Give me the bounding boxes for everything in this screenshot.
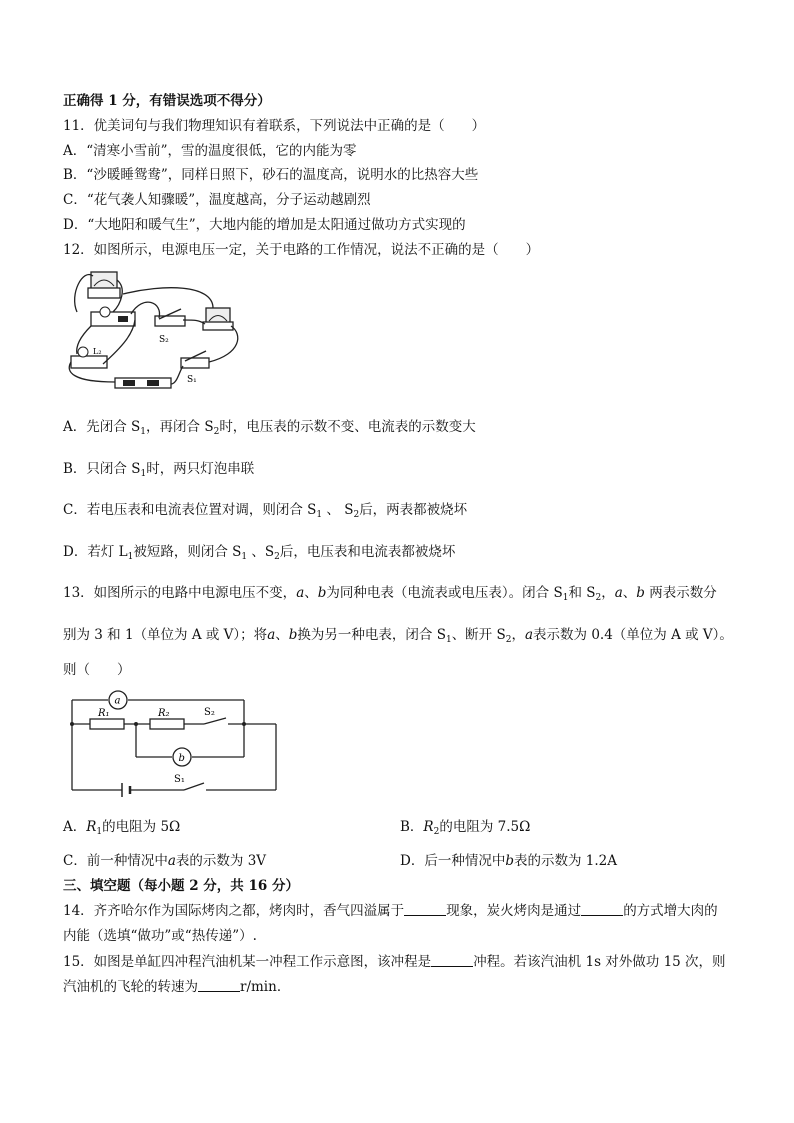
q12-option-d: D．若灯 $L_1$被短路，则闭合 $S_1$ 、$S_2$后，电压表和电流表都被烧坏 (63, 544, 456, 562)
answer-blank[interactable] (431, 954, 473, 967)
q15-line1: 15．如图是单缸四冲程汽油机某一冲程工作示意图，该冲程是 冲程。若该汽油机 1s 对外做功 15 次，则 (63, 954, 726, 970)
q11-stem: 11．优美词句与我们物理知识有着联系，下列说法中正确的是（ ） (63, 118, 486, 134)
q12-option-c: C．若电压表和电流表位置对调，则闭合 $S_1$ 、 $S_2$后，两表都被烧坏 (63, 502, 468, 520)
q13-label-s1: S₁ (174, 774, 185, 785)
q13-label-s2: S₂ (204, 707, 215, 718)
q12-circuit-figure (63, 264, 245, 398)
q13-option-d: D．后一种情况中b表的示数为 1.2A (400, 853, 617, 869)
q15-line2: 汽油机的飞轮的转速为 r/min． (63, 979, 291, 995)
q13-circuit-figure (66, 686, 282, 798)
section-3-heading: 三、填空题（每小题 2 分，共 16 分） (63, 878, 299, 894)
q13-label-r1: R₁ (98, 708, 110, 719)
q13-option-c: C．前一种情况中a表的示数为 3V (63, 853, 267, 869)
answer-blank[interactable] (404, 903, 446, 916)
svg-text:b: b (178, 753, 185, 764)
q12-option-b: B．只闭合 $S_1$时，两只灯泡串联 (63, 461, 255, 479)
q12-label-l2: L₂ (93, 347, 102, 356)
q11-option-b: B．“沙暖睡鸳鸯”，同样日照下，砂石的温度高，说明水的比热容大些 (63, 167, 479, 183)
q11-option-a: A．“清寒小雪前”，雪的温度很低，它的内能为零 (63, 143, 357, 159)
q13-stem-line3: 则（ ） (63, 662, 131, 678)
svg-text:a: a (114, 695, 121, 707)
section-note: 正确得 1 分，有错误选项不得分） (63, 93, 271, 109)
q13-label-r2: R₂ (158, 708, 170, 719)
q13-stem-line2: 别为 3 和 1（单位为 A 或 V）；将a、b换为另一种电表，闭合 $S_1$、断开 $S_2$，a表示数为 0.4（单位为 A 或 V）。 (63, 627, 733, 645)
answer-blank[interactable] (198, 979, 240, 992)
q12-label-s2: S₂ (159, 335, 169, 345)
q14-line2: 内能（选填“做功”或“热传递”）. (63, 928, 257, 944)
q12-label-s1: S₁ (187, 375, 197, 385)
answer-blank[interactable] (581, 903, 623, 916)
q11-option-d: D．“大地阳和暖气生”，大地内能的增加是太阳通过做功方式实现的 (63, 217, 466, 233)
q13-option-b: B．$R_2$的电阻为 7.5Ω (400, 819, 531, 837)
q13-stem-line1: 13．如图所示的电路中电源电压不变，a、b为同种电表（电流表或电压表）。闭合 $S_1$和 $S_2$，a、b 两表示数分 (63, 585, 717, 603)
q14-line1: 14．齐齐哈尔作为国际烤肉之都，烤肉时，香气四溢属于 现象，炭火烤肉是通过 的方式增大肉的 (63, 903, 718, 919)
q12-stem: 12．如图所示，电源电压一定，关于电路的工作情况，说法不正确的是（ ） (63, 242, 540, 258)
q11-option-c: C．“花气袭人知骤暖”，温度越高，分子运动越剧烈 (63, 192, 371, 208)
q12-option-a: A．先闭合 $S_1$，再闭合 $S_2$时，电压表的示数不变、电流表的示数变大 (63, 419, 476, 437)
q13-option-a: A．$R_1$的电阻为 5Ω (63, 819, 181, 837)
